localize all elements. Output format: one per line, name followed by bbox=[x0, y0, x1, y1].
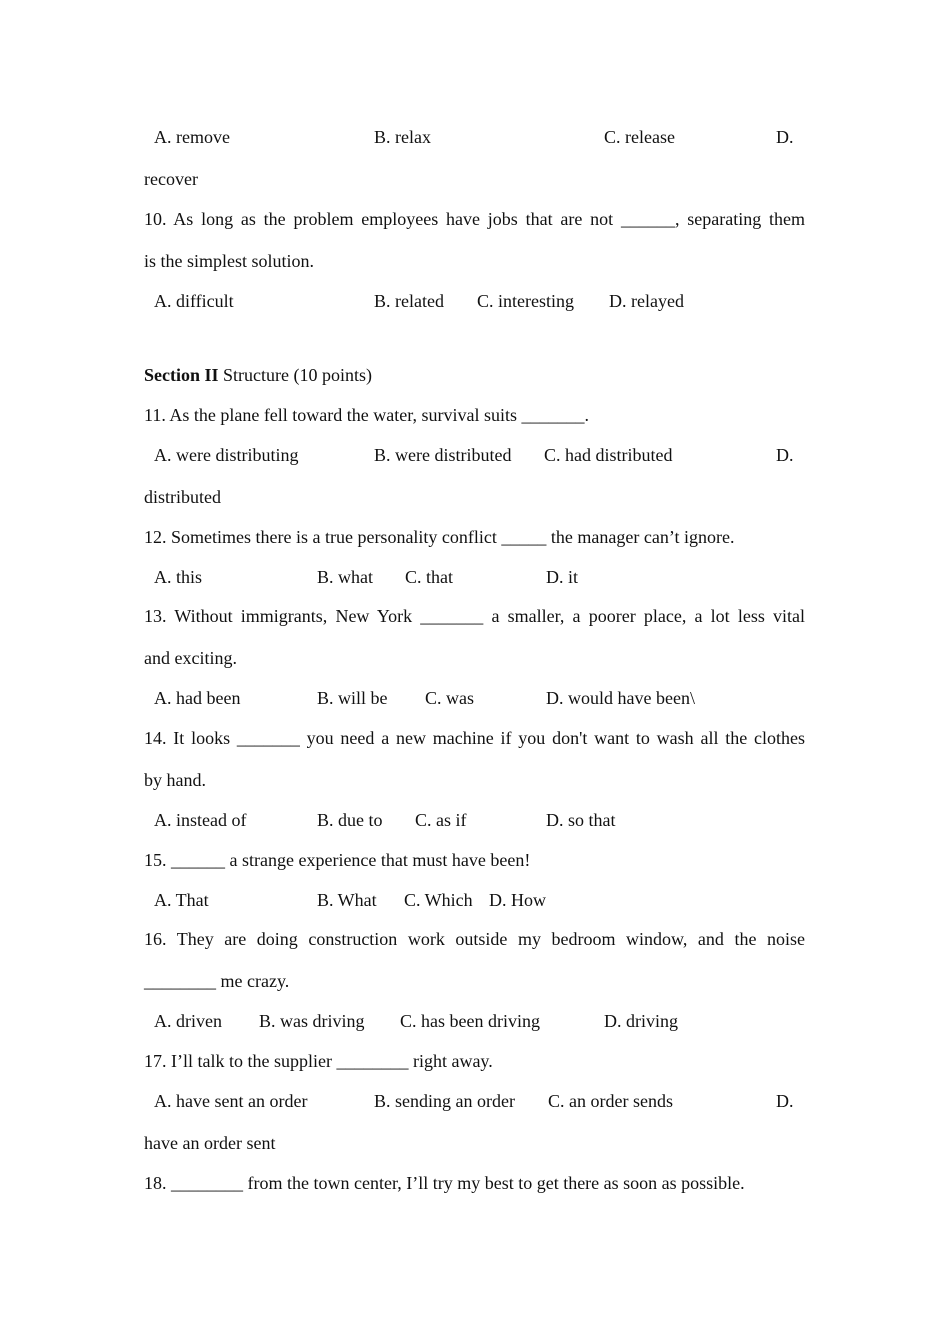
q15-option-b: B. What bbox=[317, 890, 377, 910]
q10-option-d: D. relayed bbox=[609, 291, 684, 311]
q12-option-b: B. what bbox=[317, 567, 373, 587]
q11-option-b: B. were distributed bbox=[374, 445, 512, 465]
q16-option-a: A. driven bbox=[154, 1011, 222, 1031]
section-heading bbox=[144, 364, 372, 386]
q13-option-a: A. had been bbox=[154, 688, 241, 708]
q13-option-c: C. was bbox=[425, 688, 474, 708]
q15-option-d: D. How bbox=[489, 890, 546, 910]
q9-option-b: B. relax bbox=[374, 127, 431, 147]
q10-option-b: B. related bbox=[374, 291, 444, 311]
q14-stem-line2: by hand. bbox=[144, 770, 206, 790]
q10-stem-line2: is the simplest solution. bbox=[144, 251, 315, 271]
q17-option-b: B. sending an order bbox=[374, 1091, 515, 1111]
q17-stem: 17. I’ll talk to the supplier ________ right away. bbox=[144, 1051, 493, 1071]
section-subtitle: Structure (10 points) bbox=[218, 365, 372, 385]
q15-option-a: A. That bbox=[154, 890, 209, 910]
q10-option-a: A. difficult bbox=[154, 291, 234, 311]
q18-stem: 18. ________ from the town center, I’ll try my best to get there as soon as possible. bbox=[144, 1173, 745, 1193]
q16-option-c: C. has been driving bbox=[400, 1011, 540, 1031]
q14-option-d: D. so that bbox=[546, 810, 616, 830]
q16-stem-line2: ________ me crazy. bbox=[144, 971, 290, 991]
q15-stem: 15. ______ a strange experience that must have been! bbox=[144, 850, 531, 870]
q11-stem: 11. As the plane fell toward the water, survival suits _______. bbox=[144, 405, 590, 425]
q16-stem-line1: 16. They are doing construction work outside my bedroom window, and the noise bbox=[144, 929, 805, 949]
q12-option-d: D. it bbox=[546, 567, 579, 587]
q11-option-d-cont: distributed bbox=[144, 487, 221, 507]
q13-stem-line1: 13. Without immigrants, New York _______ a smaller, a poorer place, a lot less vital bbox=[144, 606, 805, 626]
q9-option-a: A. remove bbox=[154, 127, 230, 147]
q14-stem-line1: 14. It looks _______ you need a new machine if you don't want to wash all the clothes bbox=[144, 728, 805, 748]
q17-option-d-cont: have an order sent bbox=[144, 1133, 276, 1153]
q13-option-b: B. will be bbox=[317, 688, 388, 708]
section-title: Section II bbox=[144, 365, 219, 385]
q14-option-a: A. instead of bbox=[154, 810, 247, 830]
q17-option-c: C. an order sends bbox=[548, 1091, 673, 1111]
q11-option-c: C. had distributed bbox=[544, 445, 673, 465]
q11-option-a: A. were distributing bbox=[154, 445, 299, 465]
q14-option-c: C. as if bbox=[415, 810, 467, 830]
q13-option-d: D. would have been\ bbox=[546, 688, 695, 708]
q10-option-c: C. interesting bbox=[477, 291, 574, 311]
q14-option-b: B. due to bbox=[317, 810, 383, 830]
q9-option-d-cont: recover bbox=[144, 169, 198, 189]
q9-option-d: D. bbox=[776, 127, 794, 147]
q13-stem-line2: and exciting. bbox=[144, 648, 237, 668]
q17-option-d: D. bbox=[776, 1091, 794, 1111]
q11-option-d: D. bbox=[776, 445, 794, 465]
q15-option-c: C. Which bbox=[404, 890, 473, 910]
q16-option-b: B. was driving bbox=[259, 1011, 365, 1031]
q17-option-a: A. have sent an order bbox=[154, 1091, 308, 1111]
q16-option-d: D. driving bbox=[604, 1011, 678, 1031]
q12-option-a: A. this bbox=[154, 567, 203, 587]
q12-stem: 12. Sometimes there is a true personality conflict _____ the manager can’t ignore. bbox=[144, 527, 735, 547]
q12-option-c: C. that bbox=[405, 567, 453, 587]
q10-stem-line1: 10. As long as the problem employees have jobs that are not ______, separating them bbox=[144, 209, 805, 229]
q9-option-c: C. release bbox=[604, 127, 675, 147]
